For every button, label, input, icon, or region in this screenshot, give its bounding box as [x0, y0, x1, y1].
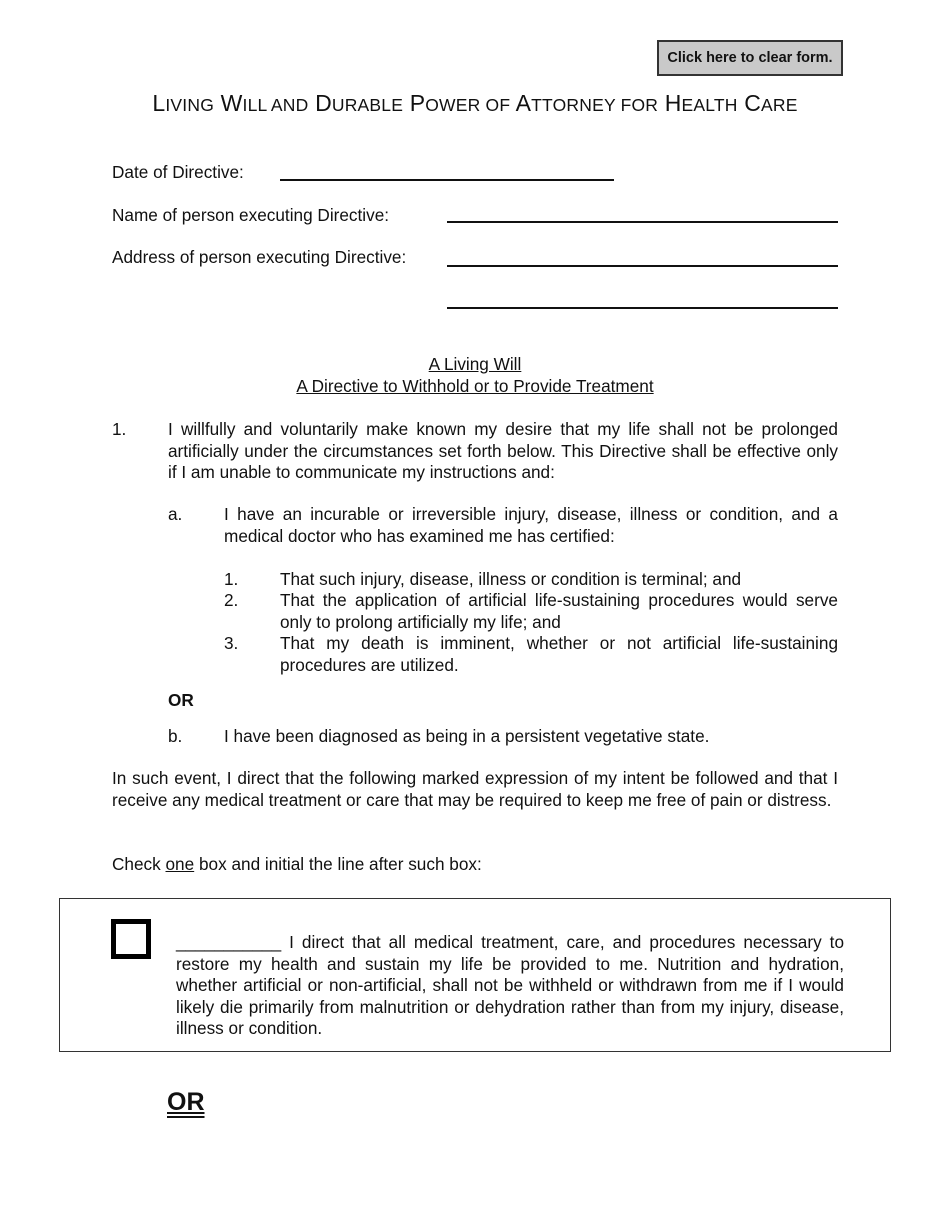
subitem-text: That the application of artificial life-sustaining procedures would serve only to prolong artificially my life; and	[280, 590, 838, 632]
initial-blank[interactable]: ___________	[176, 932, 282, 952]
title-cap: A	[515, 90, 532, 116]
document-title	[0, 90, 950, 117]
address-field-line1[interactable]	[447, 265, 838, 267]
title-cap: P	[409, 90, 426, 116]
subitem-number: 2.	[224, 590, 239, 610]
title-rest: ILL AND	[242, 95, 309, 115]
title-rest: OWER OF	[425, 95, 511, 115]
in-such-event-text: In such event, I direct that the following marked expression of my intent be followed and that I receive any medical treatment or care that may be required to keep me free of pain or distress.	[112, 768, 838, 810]
subitem-number: 1.	[224, 569, 239, 589]
date-field[interactable]	[280, 179, 614, 181]
item-a-text: I have an incurable or irreversible injury, disease, illness or condition, and a medical doctor who has examined me has certified:	[224, 504, 838, 546]
title-cap: L	[152, 90, 166, 116]
title-cap: C	[744, 90, 762, 116]
address-field-line2[interactable]	[447, 307, 838, 309]
section-heading-directive: A Directive to Withhold or to Provide Treatment	[296, 376, 654, 396]
name-field[interactable]	[447, 221, 838, 223]
item-letter: b.	[168, 726, 183, 746]
or-separator-large: OR	[167, 1088, 205, 1116]
title-rest: EALTH	[681, 95, 738, 115]
title-cap: H	[664, 90, 682, 116]
item-number: 1.	[112, 419, 127, 439]
address-label: Address of person executing Directive:	[112, 247, 407, 267]
title-rest: ARE	[761, 95, 798, 115]
item-1-text: I willfully and voluntarily make known my desire that my life shall not be prolonged artificially under the circumstances set forth below. This Directive shall be effective only if I am unable to communicate my instructions and:	[168, 419, 838, 482]
subitem-number: 3.	[224, 633, 239, 653]
name-label: Name of person executing Directive:	[112, 205, 390, 225]
section-heading-living-will: A Living Will	[428, 354, 522, 374]
title-rest: URABLE	[331, 95, 404, 115]
clear-form-button[interactable]: Click here to clear form.	[657, 40, 843, 76]
option-1-text: ___________ I direct that all medical treatment, care, and procedures necessary to restore my health and sustain my life be provided to me. Nutrition and hydration, whether artificial or non-artificial, shall not be withheld or withdrawn from me if I would likely die primarily from malnutrition or dehydration rather than from my injury, disease, illness or condition.	[176, 932, 844, 1038]
title-cap: D	[315, 90, 332, 116]
check-instruction: Check one box and initial the line after such box:	[112, 854, 482, 874]
subitem-text: That such injury, disease, illness or condition is terminal; and	[280, 569, 742, 589]
title-rest: TTORNEY FOR	[531, 95, 659, 115]
date-label: Date of Directive:	[112, 162, 244, 182]
title-rest: IVING	[165, 95, 215, 115]
item-b-text: I have been diagnosed as being in a persistent vegetative state.	[224, 726, 710, 746]
or-separator: OR	[168, 690, 194, 710]
option-1-checkbox[interactable]	[111, 919, 151, 959]
title-cap: W	[220, 90, 243, 116]
item-letter: a.	[168, 504, 183, 524]
subitem-text: That my death is imminent, whether or not artificial life-sustaining procedures are utilized.	[280, 633, 838, 675]
